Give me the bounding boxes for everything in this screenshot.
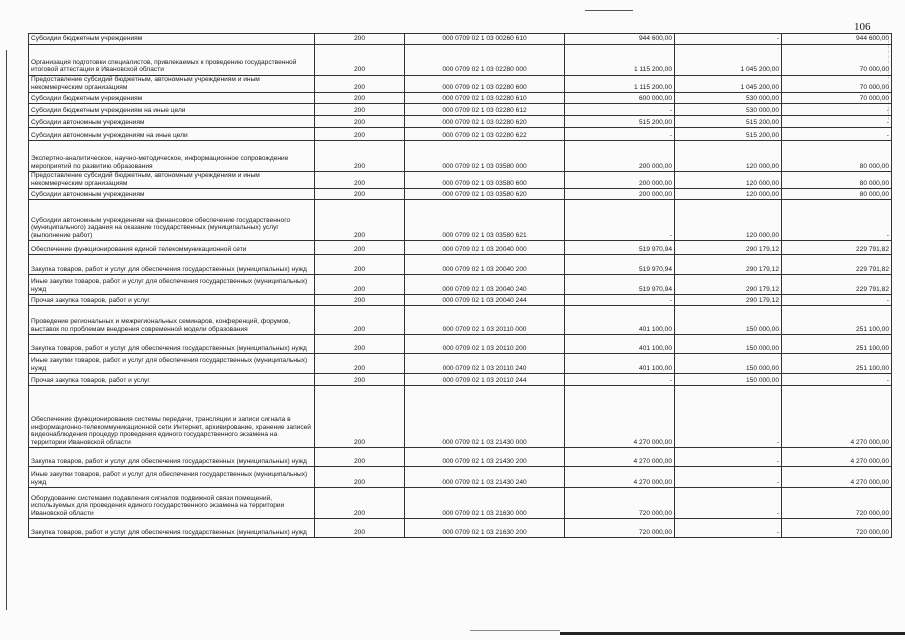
table-row [29,128,892,141]
cell-budget-code: 000 0709 02 1 03 02280 000 [405,45,565,76]
cell-budget-code: 000 0709 02 1 03 02280 610 [405,93,565,104]
budget-table-body [29,34,892,538]
cell-approved: 519 970,94 [565,241,675,255]
cell-approved: 1 115 200,00 [565,45,675,76]
cell-unexecuted: - [782,104,892,116]
cell-approved: 4 270 000,00 [565,467,675,488]
cell-name: Субсидии бюджетным учреждениям [29,34,315,45]
cell-name: Проведение региональных и межрегиональных семинаров, конференций, форумов, выставок по проблемам внедрения современной модели образования [29,306,315,335]
table-row [29,116,892,128]
cell-approved: 720 000,00 [565,519,675,538]
table-row [29,45,892,76]
cell-executed: 290 179,12 [675,275,782,295]
cell-approved: 200 000,00 [565,189,675,200]
table-row [29,488,892,519]
cell-admin-code: 200 [315,275,405,295]
page-number: 106 [854,21,871,33]
cell-admin-code: 200 [315,448,405,467]
cell-budget-code: 000 0709 02 1 03 20040 000 [405,241,565,255]
cell-approved: 200 000,00 [565,141,675,172]
cell-executed: 530 000,00 [675,93,782,104]
table-row [29,172,892,189]
cell-executed: - [675,34,782,45]
cell-admin-code: 200 [315,335,405,354]
cell-admin-code: 200 [315,200,405,241]
cell-executed: 515 200,00 [675,116,782,128]
cell-budget-code: 000 0709 02 1 03 20110 244 [405,374,565,386]
cell-budget-code: 000 0709 02 1 03 20040 200 [405,255,565,275]
cell-admin-code: 200 [315,519,405,538]
cell-executed: 150 000,00 [675,374,782,386]
cell-unexecuted: 70 000,00 [782,93,892,104]
cell-name: Субсидии бюджетным учреждениям на иные цели [29,104,315,116]
cell-unexecuted: 944 600,00 [782,34,892,45]
cell-approved: 515 200,00 [565,116,675,128]
cell-name: Иные закупки товаров, работ и услуг для обеспечения государственных (муниципальных) нужд [29,275,315,295]
cell-approved: 200 000,00 [565,172,675,189]
cell-unexecuted: 720 000,00 [782,519,892,538]
cell-budget-code: 000 0709 02 1 03 00260 610 [405,34,565,45]
table-row [29,93,892,104]
table-row [29,76,892,93]
cell-name: Иные закупки товаров, работ и услуг для обеспечения государственных (муниципальных) нужд [29,467,315,488]
cell-name: Предоставление субсидий бюджетным, автономным учреждениям и иным некоммерческим организациям [29,76,315,93]
cell-budget-code: 000 0709 02 1 03 21430 200 [405,448,565,467]
cell-unexecuted: 4 270 000,00 [782,448,892,467]
cell-executed: 120 000,00 [675,172,782,189]
cell-unexecuted: 720 000,00 [782,488,892,519]
cell-budget-code: 000 0709 02 1 03 20040 244 [405,295,565,306]
cell-admin-code: 200 [315,104,405,116]
cell-name: Обеспечение функционирования системы передачи, трансляции и записи сигнала в информационно-телекоммуникационной сети Интернет, архивирование, хранение записей видеонаблюдения процедур проведения единого государственного экзамена на территории Ивановской области [29,386,315,448]
cell-executed: - [675,467,782,488]
cell-approved: 401 100,00 [565,306,675,335]
cell-approved: - [565,295,675,306]
cell-budget-code: 000 0709 02 1 03 20110 200 [405,335,565,354]
cell-admin-code: 200 [315,34,405,45]
cell-approved: - [565,104,675,116]
table-row [29,386,892,448]
cell-unexecuted: 80 000,00 [782,141,892,172]
cell-approved: 519 970,94 [565,275,675,295]
cell-approved: 1 115 200,00 [565,76,675,93]
cell-executed: - [675,448,782,467]
cell-unexecuted: - [782,128,892,141]
cell-approved: 4 270 000,00 [565,386,675,448]
cell-unexecuted: 251 100,00 [782,354,892,374]
cell-admin-code: 200 [315,76,405,93]
table-row [29,104,892,116]
cell-budget-code: 000 0709 02 1 03 03580 621 [405,200,565,241]
cell-budget-code: 000 0709 02 1 03 02280 612 [405,104,565,116]
cell-budget-code: 000 0709 02 1 03 20110 240 [405,354,565,374]
cell-admin-code: 200 [315,386,405,448]
table-row [29,34,892,45]
cell-admin-code: 200 [315,172,405,189]
scan-margin-line [6,50,7,610]
cell-unexecuted: 229 791,82 [782,275,892,295]
table-row [29,306,892,335]
cell-executed: - [675,519,782,538]
cell-unexecuted: 4 270 000,00 [782,386,892,448]
table-row [29,467,892,488]
cell-executed: 1 045 200,00 [675,76,782,93]
table-row [29,255,892,275]
cell-admin-code: 200 [315,241,405,255]
cell-budget-code: 000 0709 02 1 03 02280 622 [405,128,565,141]
cell-approved: 944 600,00 [565,34,675,45]
table-row [29,448,892,467]
cell-admin-code: 200 [315,141,405,172]
scan-artifact-top [585,10,633,11]
cell-unexecuted: 251 100,00 [782,306,892,335]
cell-executed: 290 179,12 [675,255,782,275]
cell-executed: 120 000,00 [675,189,782,200]
cell-admin-code: 200 [315,189,405,200]
cell-approved: 519 970,94 [565,255,675,275]
cell-executed: 1 045 200,00 [675,45,782,76]
cell-admin-code: 200 [315,255,405,275]
scan-artifact-bottom [560,632,905,635]
cell-approved: - [565,374,675,386]
cell-unexecuted: 80 000,00 [782,172,892,189]
cell-admin-code: 200 [315,128,405,141]
cell-unexecuted: - [782,116,892,128]
table-row [29,295,892,306]
cell-admin-code: 200 [315,45,405,76]
cell-approved: 600 000,00 [565,93,675,104]
cell-unexecuted: 229 791,82 [782,241,892,255]
cell-admin-code: 200 [315,374,405,386]
cell-name: Закупка товаров, работ и услуг для обеспечения государственных (муниципальных) нужд [29,448,315,467]
cell-unexecuted: 70 000,00 [782,45,892,76]
cell-unexecuted: - [782,200,892,241]
budget-table [28,33,892,538]
cell-budget-code: 000 0709 02 1 03 21630 200 [405,519,565,538]
table-row [29,335,892,354]
cell-executed: 150 000,00 [675,354,782,374]
cell-approved: 401 100,00 [565,335,675,354]
cell-budget-code: 000 0709 02 1 03 20040 240 [405,275,565,295]
cell-admin-code: 200 [315,93,405,104]
cell-unexecuted: 80 000,00 [782,189,892,200]
table-row [29,189,892,200]
cell-name: Обеспечение функционирования единой телекоммуникационной сети [29,241,315,255]
cell-admin-code: 200 [315,354,405,374]
table-row [29,200,892,241]
cell-name: Организация подготовки специалистов, привлекаемых к проведению государственной итоговой аттестации в Ивановской области [29,45,315,76]
cell-executed: 150 000,00 [675,335,782,354]
cell-name: Субсидии автономным учреждениям на иные цели [29,128,315,141]
cell-approved: 401 100,00 [565,354,675,374]
cell-name: Иные закупки товаров, работ и услуг для обеспечения государственных (муниципальных) нужд [29,354,315,374]
scan-artifact-bottom-thin [470,630,560,631]
cell-approved: - [565,128,675,141]
cell-budget-code: 000 0709 02 1 03 02280 620 [405,116,565,128]
cell-admin-code: 200 [315,116,405,128]
cell-budget-code: 000 0709 02 1 03 21630 000 [405,488,565,519]
cell-executed: 530 000,00 [675,104,782,116]
cell-executed: 515 200,00 [675,128,782,141]
table-row [29,374,892,386]
cell-admin-code: 200 [315,488,405,519]
cell-name: Прочая закупка товаров, работ и услуг [29,295,315,306]
cell-admin-code: 200 [315,306,405,335]
cell-name: Оборудование системами подавления сигналов подвижной связи помещений, используемых для проведения единого государственного экзамена на территории Ивановской области [29,488,315,519]
cell-executed: 120 000,00 [675,141,782,172]
cell-name: Предоставление субсидий бюджетным, автономным учреждениям и иным некоммерческим организациям [29,172,315,189]
cell-budget-code: 000 0709 02 1 03 03580 620 [405,189,565,200]
cell-budget-code: 000 0709 02 1 03 02280 600 [405,76,565,93]
table-row [29,519,892,538]
cell-name: Закупка товаров, работ и услуг для обеспечения государственных (муниципальных) нужд [29,335,315,354]
cell-budget-code: 000 0709 02 1 03 21430 240 [405,467,565,488]
cell-name: Закупка товаров, работ и услуг для обеспечения государственных (муниципальных) нужд [29,519,315,538]
table-row [29,141,892,172]
cell-unexecuted: 70 000,00 [782,76,892,93]
cell-unexecuted: 4 270 000,00 [782,467,892,488]
cell-approved: 720 000,00 [565,488,675,519]
cell-executed: - [675,488,782,519]
cell-name: Субсидии автономным учреждениям [29,116,315,128]
cell-budget-code: 000 0709 02 1 03 03580 000 [405,141,565,172]
cell-approved: - [565,200,675,241]
cell-budget-code: 000 0709 02 1 03 21430 000 [405,386,565,448]
cell-executed: 290 179,12 [675,295,782,306]
cell-budget-code: 000 0709 02 1 03 20110 000 [405,306,565,335]
cell-executed: - [675,386,782,448]
cell-name: Прочая закупка товаров, работ и услуг [29,374,315,386]
cell-executed: 290 179,12 [675,241,782,255]
cell-budget-code: 000 0709 02 1 03 03580 600 [405,172,565,189]
table-row [29,241,892,255]
cell-admin-code: 200 [315,467,405,488]
cell-unexecuted: - [782,295,892,306]
cell-executed: 120 000,00 [675,200,782,241]
cell-name: Экспертно-аналитическое, научно-методическое, информационное сопровождение мероприятий по развитию образования [29,141,315,172]
cell-unexecuted: 251 100,00 [782,335,892,354]
cell-unexecuted: 229 791,82 [782,255,892,275]
cell-approved: 4 270 000,00 [565,448,675,467]
cell-name: Субсидии бюджетным учреждениям [29,93,315,104]
cell-admin-code: 200 [315,295,405,306]
cell-name: Субсидии автономным учреждениям [29,189,315,200]
cell-executed: 150 000,00 [675,306,782,335]
table-row [29,354,892,374]
table-row [29,275,892,295]
cell-name: Субсидии автономным учреждениям на финансовое обеспечение государственного (муниципального) задания на оказание государственных (муниципальных) услуг (выполнение работ) [29,200,315,241]
cell-name: Закупка товаров, работ и услуг для обеспечения государственных (муниципальных) нужд [29,255,315,275]
cell-unexecuted: - [782,374,892,386]
